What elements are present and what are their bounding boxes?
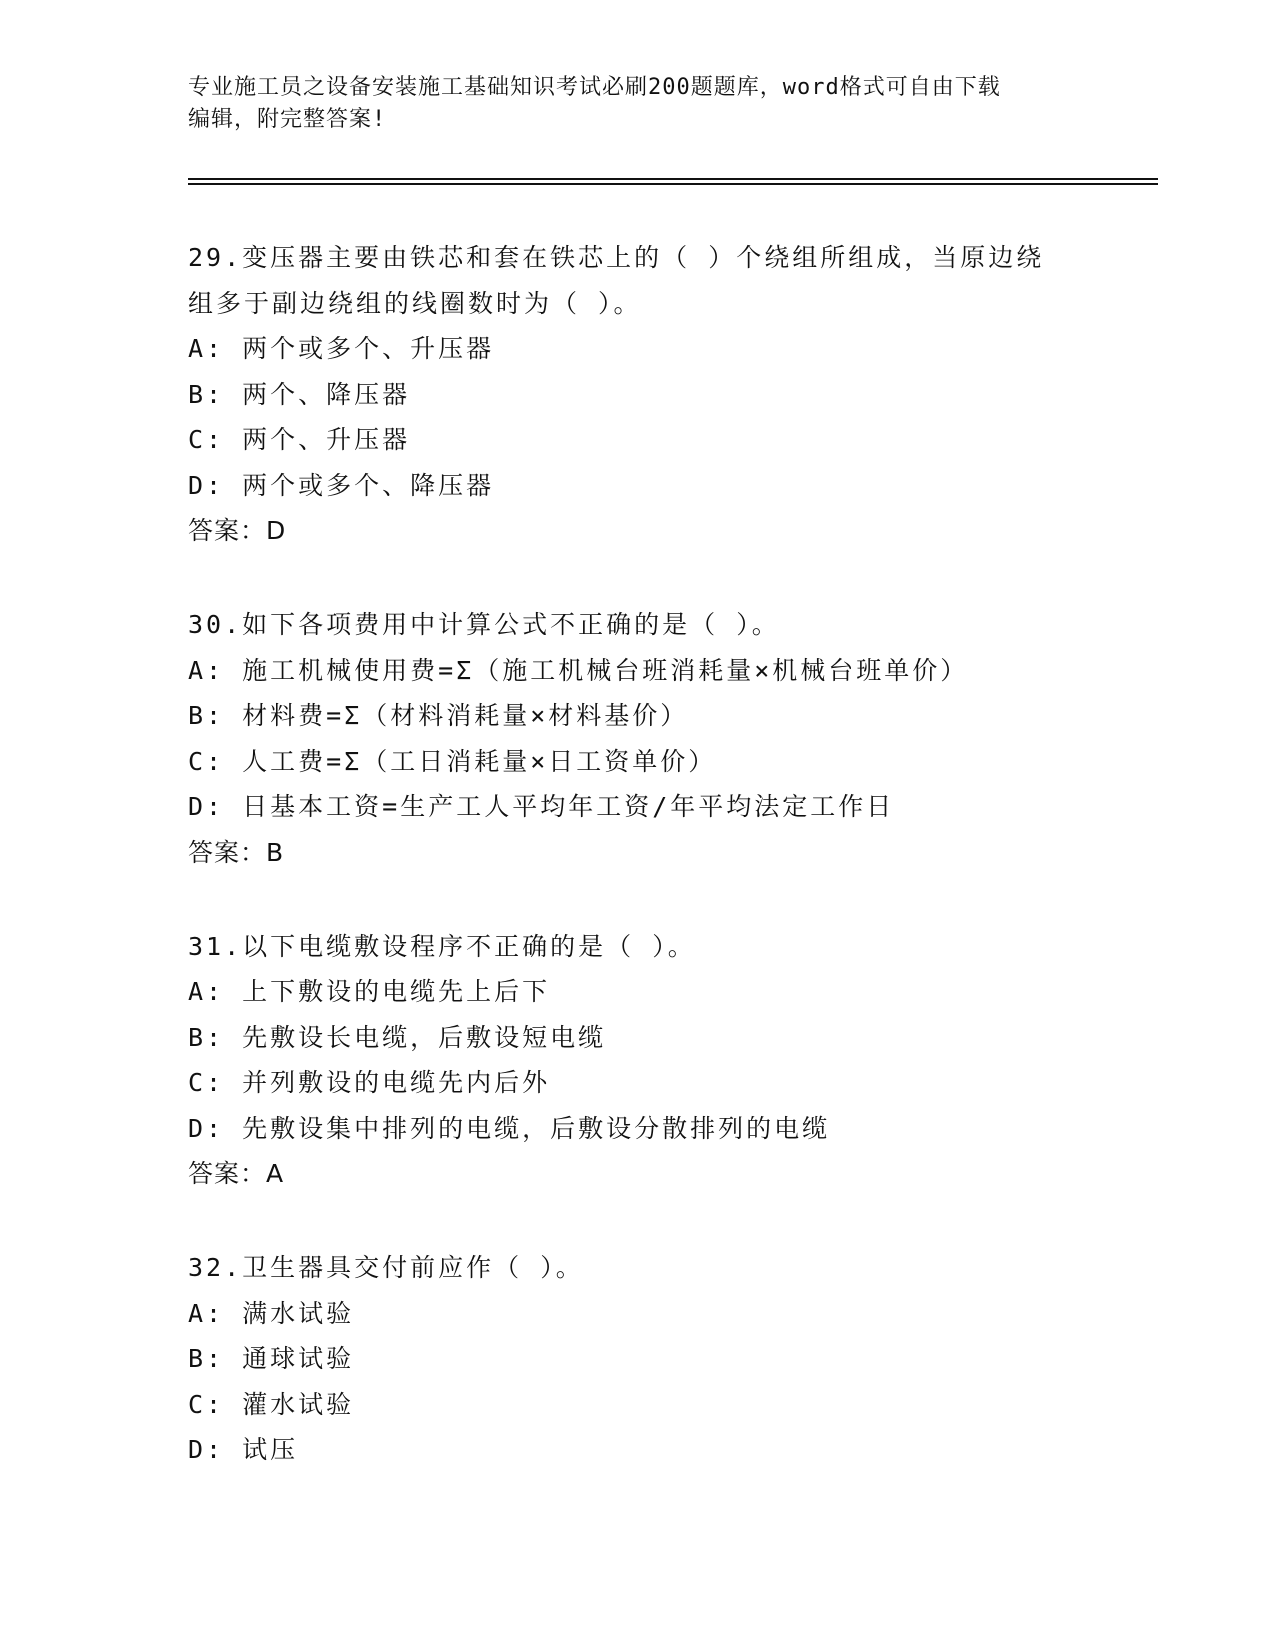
option-c: C: 人工费=Σ（工日消耗量×日工资单价） (188, 746, 717, 776)
question-text-line: 29.变压器主要由铁芯和套在铁芯上的（ ）个绕组所组成，当原边绕 (188, 243, 1045, 272)
option-b: B: 通球试验 (188, 1344, 355, 1373)
question-text-line: 30.如下各项费用中计算公式不正确的是（ ）。 (188, 610, 780, 639)
option-b: B: 先敷设长电缆，后敷设短电缆 (188, 1022, 607, 1052)
document-header (188, 72, 1088, 136)
answer-label: 答案：A (188, 1159, 285, 1188)
question-text-line: 31.以下电缆敷设程序不正确的是（ ）。 (188, 931, 696, 961)
answer-label: 答案：D (188, 516, 287, 545)
question-30 (188, 602, 1088, 876)
option-d: D: 日基本工资=生产工人平均年工资/年平均法定工作日 (188, 792, 895, 821)
option-a: A: 上下敷设的电缆先上后下 (188, 977, 551, 1006)
header-line-1: 专业施工员之设备安装施工基础知识考试必刷200题题库，word格式可自由下载 (188, 75, 1001, 100)
answer-label: 答案：B (188, 837, 285, 867)
option-b: B: 材料费=Σ（材料消耗量×材料基价） (188, 701, 689, 730)
question-29 (188, 235, 1088, 554)
option-d: D: 试压 (188, 1435, 299, 1464)
option-a: A: 满水试验 (188, 1298, 355, 1328)
header-line-2: 编辑，附完整答案! (188, 107, 387, 132)
option-d: D: 两个或多个、降压器 (188, 470, 495, 500)
option-b: B: 两个、降压器 (188, 379, 411, 409)
option-c: C: 两个、升压器 (188, 425, 411, 454)
header-divider-bottom (188, 183, 1158, 185)
question-text-line: 32.卫生器具交付前应作（ ）。 (188, 1253, 584, 1282)
option-c: C: 灌水试验 (188, 1389, 355, 1419)
question-31 (188, 924, 1088, 1198)
option-d: D: 先敷设集中排列的电缆，后敷设分散排列的电缆 (188, 1113, 831, 1143)
option-a: A: 施工机械使用费=Σ（施工机械台班消耗量×机械台班单价） (188, 655, 969, 685)
question-text-line: 组多于副边绕组的线圈数时为（ ）。 (188, 288, 642, 318)
option-a: A: 两个或多个、升压器 (188, 334, 495, 363)
header-divider-top (188, 178, 1158, 180)
question-32 (188, 1245, 1088, 1473)
question-list (188, 235, 1088, 1521)
option-c: C: 并列敷设的电缆先内后外 (188, 1068, 551, 1097)
